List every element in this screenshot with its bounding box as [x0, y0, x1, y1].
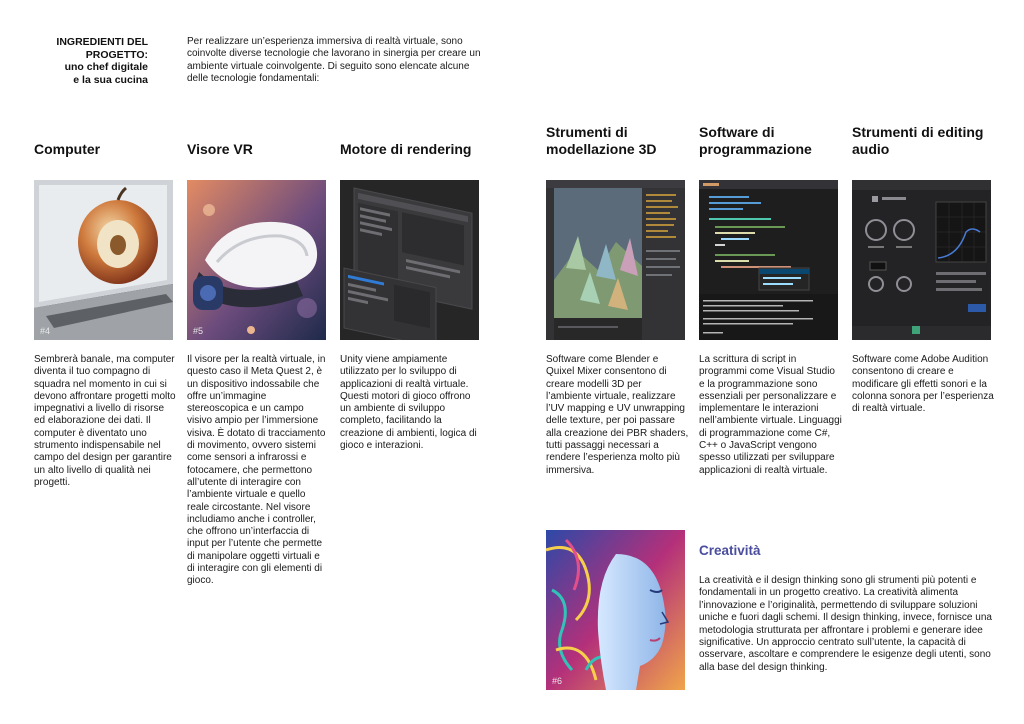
creativity-paragraph: La creatività e il design thinking sono gli strumenti più potenti e fondamentali in un progetto creativo. La creatività alimenta l’innovazione e l’originalità, permettendo di sviluppare soluzioni uniche e fuori dagli schemi. Il design thinking, invece, fornisce una metodologia strutturata per affrontare i problemi e generare idee significative. Un approccio centrato sull’utente, la capacità di osservare, ascoltare e comprendere le esigenze degli utenti, sono alla base del design thinking. [699, 575, 992, 673]
image-number: #5 [193, 326, 204, 336]
modellazione-description: Software come Blender e Quixel Mixer consentono di creare modelli 3D per l’ambiente virtuale, realizzare l’UV mapping e UV unwrapping delle texture, per poi passare alla creazione dei PBR shaders, tutti passaggi necessari a rendere l’esperienza molto più immersiva. [546, 354, 689, 476]
section-title-line: e la sua cucina [73, 73, 148, 86]
unity-editor-image [340, 180, 479, 340]
psychedelic-face-icon [546, 530, 685, 690]
audio-editor-icon [852, 180, 991, 340]
blender-viewport-icon [546, 180, 685, 340]
visore-description: Il visore per la realtà virtuale, in questo caso il Meta Quest 2, è un dispositivo indossabile che offre un’immagine stereoscopica e un campo visivo ampio per l’immersione visiva. È dotato di tracciamento di movimento, ovvero sistemi come sensori a infrarossi e fotocamere, che permettono all’utente di interagire con l’ambiente virtuale e quello reale circostante. Nel visore includiamo anche i controller, che offrono un’interfaccia di input per l’utente che permette di manipolare oggetti virtuali e di interagire con gli elementi di gioco. [187, 354, 326, 587]
vr-headset-icon [187, 180, 326, 340]
section-title-line: INGREDIENTI DEL [56, 36, 148, 48]
section-title [40, 36, 148, 86]
intro-paragraph: Per realizzare un’esperienza immersiva di realtà virtuale, sono coinvolte diverse tecnologie che lavorano in sinergia per creare un ambiente virtuale coinvolgente. Di seguito sono elencate alcune delle tecnologie fondamentali: [187, 36, 481, 85]
code-editor-image [699, 180, 838, 340]
creativity-image [546, 530, 685, 690]
heading-audio: Strumenti di editing audio [852, 124, 984, 157]
creativity-title: Creatività [699, 543, 761, 558]
vr-headset-image [187, 180, 326, 340]
image-number: #6 [552, 676, 563, 686]
section-title-line: uno chef digitale [64, 61, 148, 73]
audio-description: Software come Adobe Audition consentono di creare e modificare gli effetti sonori e la colonna sonora per l’esperienza di realtà virtuale. [852, 354, 994, 415]
heading-rendering: Motore di rendering [340, 141, 472, 157]
image-number: #4 [40, 326, 51, 336]
heading-visore: Visore VR [187, 141, 253, 157]
rendering-description: Unity viene ampiamente utilizzato per lo sviluppo di applicazioni di realtà virtuale. Questi motori di gioco offrono un ambiente di sviluppo completo, facilitando la creazione di ambienti, logica di gioco e interazioni. [340, 354, 477, 452]
computer-description: Sembrerà banale, ma computer diventa il tuo compagno di squadra nel momento in cui si devono affrontare progetti molto impegnativi a livello di risorse ed elaborazione dei dati. Il computer è diventato uno strumento indispensabile nel campo del design per garantire un alto livello di qualità nei progetti. [34, 354, 176, 488]
laptop-apple-image [34, 180, 173, 340]
section-title-line: PROGETTO: [85, 48, 148, 61]
heading-programmazione: Software di programmazione [699, 124, 812, 157]
heading-computer: Computer [34, 141, 101, 157]
programmazione-description: La scrittura di script in programmi come Visual Studio e la programmazione sono essenziali per personalizzare e implementare le interazioni nell’ambiente virtuale. Linguaggi di programmazione come C#, C++ o JavaScript vengono spesso utilizzati per sviluppare applicazioni di realtà virtuale. [699, 354, 842, 476]
code-editor-icon [699, 180, 838, 340]
laptop-apple-icon [34, 180, 173, 340]
heading-modellazione: Strumenti di modellazione 3D [546, 124, 657, 157]
audio-editor-image [852, 180, 991, 340]
game-engine-editor-icon [340, 180, 479, 340]
blender-image [546, 180, 685, 340]
